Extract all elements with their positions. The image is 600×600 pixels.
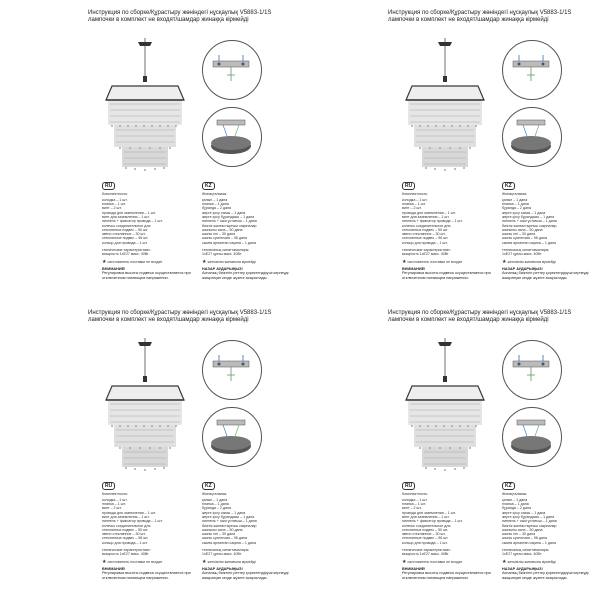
ru-specs <box>102 492 197 565</box>
ru-items-list <box>102 198 197 245</box>
kz-badge: KZ <box>202 182 215 190</box>
kz-heading: Жинақталымы: <box>202 492 228 496</box>
list-item: планка – 1 дана <box>502 502 529 507</box>
list-item: провода для заземления – 1 шт. <box>102 510 156 515</box>
list-item: жерге қосу бұрандасы – 1 дана <box>502 214 555 219</box>
list-item: провода для заземления – 1 шт. <box>102 210 156 215</box>
list-item: планка – 1 шт. <box>102 202 126 207</box>
list-item: шынылы аспа – 50 дана <box>202 527 243 532</box>
list-item: шыны суспензия – 96 дана <box>502 236 547 241</box>
kz-tech-heading: техникалық сипаттамалары: <box>202 548 250 553</box>
list-item: звено стеклянное – 30 шт. <box>102 232 146 237</box>
list-item: кольцо для провода – 1 шт. <box>402 240 448 245</box>
kz-specs <box>502 192 597 265</box>
kz-warning-heading: НАЗАР АУДАРЫҢЫЗ! <box>502 267 543 271</box>
detail-circle-canopy <box>202 407 262 467</box>
star-icon: ★ <box>402 258 407 265</box>
list-item: шыны ілгі – 30 дана <box>502 232 536 237</box>
ru-tech <box>402 548 497 557</box>
instruction-sheet <box>300 300 600 600</box>
list-item: стеклянных подвес – 50 шт. <box>102 527 149 532</box>
ru-badge: RU <box>102 482 115 490</box>
list-item: ниппель + фиксатор провода – 1 шт. <box>402 219 463 224</box>
star-icon: ★ <box>102 558 107 565</box>
list-item: жерге қосу сымы – 1 дана <box>502 210 546 215</box>
ru-tech <box>402 248 497 257</box>
list-item: жерге қосу сымы – 1 дана <box>502 510 546 515</box>
canopy-illustration <box>503 108 561 166</box>
kz-tech-value: 1xE27 қуаты макс. 40Вт <box>202 252 242 257</box>
list-item: кольцо для провода – 1 шт. <box>102 240 148 245</box>
title-line-1: Инструкция по сборке/Құрастыру жөніндегі нұсқаулық V5883-1/1S <box>88 310 272 316</box>
ru-items-list <box>402 498 497 545</box>
kz-specs <box>502 492 597 565</box>
kz-badge: KZ <box>502 482 515 490</box>
list-item: бұранда – 2 дана <box>202 206 232 211</box>
kz-tech <box>502 248 597 257</box>
kz-warning-heading: НАЗАР АУДАРЫҢЫЗ! <box>502 567 543 571</box>
kz-tech-value: 1xE27 қуаты макс. 40Вт <box>502 252 542 257</box>
kz-tech <box>202 248 297 257</box>
title-line-1: Инструкция по сборке/Құрастыру жөніндегі нұсқаулық V5883-1/1S <box>388 310 572 316</box>
kz-warning-text: Аспаның биіктігін реттеу қоректендіруші кернеуді ажыратқан кезде жүзеге асырылады. <box>202 571 289 580</box>
list-item: планка – 1 дана <box>502 202 529 207</box>
canopy-illustration <box>503 408 561 466</box>
ru-note-text: изготовитель поставки не входит <box>407 560 463 564</box>
kz-warning-heading: НАЗАР АУДАРЫҢЫЗ! <box>202 567 243 571</box>
list-item: шынылы аспа – 50 дана <box>202 227 243 232</box>
kz-specs <box>202 492 297 565</box>
list-item: колечко соединительное для <box>402 523 451 528</box>
ru-tech <box>102 548 197 557</box>
kz-note-text: жеткізілім жинағына кірмейді <box>507 560 556 564</box>
list-item: шыны суспензия – 96 дана <box>202 236 247 241</box>
ru-badge: RU <box>402 482 415 490</box>
list-item: шынылы аспа – 50 дана <box>502 527 543 532</box>
ru-note-text: изготовитель поставки не входит <box>107 260 163 264</box>
kz-heading: Жинақталымы: <box>502 492 528 496</box>
kz-items-list <box>502 198 597 245</box>
ru-note-text: изготовитель поставки не входит <box>107 560 163 564</box>
ru-tech <box>102 248 197 257</box>
list-item: стеклянные подвес – 96 шт. <box>102 536 149 541</box>
ru-note-text: изготовитель поставки не входит <box>407 260 463 264</box>
list-item: колодка – 1 шт. <box>102 197 128 202</box>
list-item: колечко соединительное для <box>102 523 151 528</box>
ru-warning-text: Регулировка высоты подвеса осуществляется при отключенном питающем напряжении. <box>102 271 191 280</box>
kz-tech-heading: техникалық сипаттамалары: <box>502 548 550 553</box>
sheet-title <box>388 10 588 24</box>
list-item: ниппель + сым ұстағыш – 1 дана <box>202 519 257 524</box>
kz-note <box>202 560 297 565</box>
kz-tech-value: 1xE27 қуаты макс. 40Вт <box>202 552 242 557</box>
kz-warning-heading: НАЗАР АУДАРЫҢЫЗ! <box>202 267 243 271</box>
detail-circle-mount <box>202 40 262 100</box>
canopy-illustration <box>203 108 261 166</box>
ru-note <box>402 560 497 565</box>
list-item: бұранда – 2 дана <box>202 506 232 511</box>
ru-tech-heading: технические характеристики: <box>102 248 151 253</box>
kz-note <box>502 560 597 565</box>
list-item: стеклянных подвес – 50 шт. <box>402 227 449 232</box>
ru-tech-value: мощность 1xE27 макс. 40Вт <box>402 252 449 257</box>
list-item: винт для заземления – 1 шт. <box>102 514 150 519</box>
ru-specs <box>402 492 497 565</box>
kz-warning <box>502 267 598 280</box>
kz-items-list <box>202 498 297 545</box>
list-item: винт для заземления – 1 шт. <box>102 214 150 219</box>
list-item: колодка – 1 шт. <box>402 197 428 202</box>
sheet-title <box>88 310 288 324</box>
ru-tech-value: мощность 1xE27 макс. 40Вт <box>102 252 149 257</box>
mounting-bracket-illustration <box>503 41 561 99</box>
list-item: жерге қосу бұрандасы – 1 дана <box>202 514 255 519</box>
kz-badge: KZ <box>502 182 515 190</box>
ru-warning-heading: ВНИМАНИЕ! <box>102 567 126 571</box>
ru-note <box>102 560 197 565</box>
list-item: винт для заземления – 1 шт. <box>402 214 450 219</box>
ru-warning <box>402 567 498 580</box>
ru-warning <box>102 567 198 580</box>
star-icon: ★ <box>402 558 407 565</box>
star-icon: ★ <box>502 258 507 265</box>
title-line-2: лампочки в комплект не входят/шамдар жинаққа кірмейді <box>388 317 549 323</box>
kz-note-text: жеткізілім жинағына кірмейді <box>507 260 556 264</box>
kz-warning <box>202 567 298 580</box>
title-line-2: лампочки в комплект не входят/шамдар жинаққа кірмейді <box>388 17 549 23</box>
list-item: стеклянных подвес – 50 шт. <box>102 227 149 232</box>
kz-tech-heading: техникалық сипаттамалары: <box>202 248 250 253</box>
list-item: винт – 2 шт. <box>402 506 422 511</box>
list-item: ниппель + сым ұстағыш – 1 дана <box>502 519 557 524</box>
kz-warning-text: Аспаның биіктігін реттеу қоректендіруші кернеуді ажыратқан кезде жүзеге асырылады. <box>502 571 589 580</box>
list-item: қалып – 1 дана <box>502 197 528 202</box>
title-line-1: Инструкция по сборке/Құрастыру жөніндегі нұсқаулық V5883-1/1S <box>388 10 572 16</box>
star-icon: ★ <box>202 258 207 265</box>
list-item: шынылы аспа – 50 дана <box>502 227 543 232</box>
detail-circle-mount <box>502 340 562 400</box>
kz-warning <box>202 267 298 280</box>
ru-items-list <box>402 198 497 245</box>
kz-note <box>502 260 597 265</box>
ru-warning-text: Регулировка высоты подвеса осуществляется при отключенном питающем напряжении. <box>402 571 491 580</box>
ru-items-list <box>102 498 197 545</box>
ru-warning-heading: ВНИМАНИЕ! <box>102 267 126 271</box>
star-icon: ★ <box>502 558 507 565</box>
chandelier-illustration <box>100 338 190 478</box>
list-item: ниппель + фиксатор провода – 1 шт. <box>102 519 163 524</box>
chandelier-illustration <box>100 38 190 178</box>
mounting-bracket-illustration <box>203 41 261 99</box>
list-item: звено стеклянное – 30 шт. <box>402 532 446 537</box>
detail-circle-canopy <box>502 407 562 467</box>
kz-heading: Жинақталымы: <box>202 192 228 196</box>
title-line-2: лампочки в комплект не входят/шамдар жинаққа кірмейді <box>88 317 249 323</box>
list-item: шыны ілгі – 30 дана <box>502 532 536 537</box>
list-item: колечко соединительное для <box>102 223 151 228</box>
title-line-2: лампочки в комплект не входят/шамдар жинаққа кірмейді <box>88 17 249 23</box>
list-item: винт – 2 шт. <box>102 206 122 211</box>
list-item: колодка – 1 шт. <box>102 497 128 502</box>
list-item: қалып – 1 дана <box>202 197 228 202</box>
chandelier-illustration <box>400 338 490 478</box>
list-item: планка – 1 шт. <box>102 502 126 507</box>
ru-warning-heading: ВНИМАНИЕ! <box>402 267 426 271</box>
list-item: қалып – 1 дана <box>202 497 228 502</box>
kz-heading: Жинақталымы: <box>502 192 528 196</box>
sheet-title <box>88 10 288 24</box>
list-item: шыны ілгі – 30 дана <box>202 532 236 537</box>
list-item: биіктік жалғастырғыш сақиналар <box>202 523 257 528</box>
list-item: колодка – 1 шт. <box>402 497 428 502</box>
ru-specs <box>402 192 497 265</box>
list-item: биіктік жалғастырғыш сақиналар <box>202 223 257 228</box>
mounting-bracket-illustration <box>203 341 261 399</box>
list-item: провода для заземления – 1 шт. <box>402 210 456 215</box>
ru-heading: Комплектность: <box>102 192 129 196</box>
instruction-sheet <box>0 300 300 600</box>
list-item: стеклянные подвес – 96 шт. <box>402 236 449 241</box>
ru-warning-heading: ВНИМАНИЕ! <box>402 567 426 571</box>
list-item: винт для заземления – 1 шт. <box>402 514 450 519</box>
kz-badge: KZ <box>202 482 215 490</box>
list-item: жерге қосу сымы – 1 дана <box>202 210 246 215</box>
ru-badge: RU <box>102 182 115 190</box>
list-item: жерге қосу сымы – 1 дана <box>202 510 246 515</box>
kz-note <box>202 260 297 265</box>
kz-tech <box>202 548 297 557</box>
kz-tech <box>502 548 597 557</box>
chandelier-illustration <box>400 38 490 178</box>
mounting-bracket-illustration <box>503 341 561 399</box>
canopy-illustration <box>203 408 261 466</box>
kz-tech-heading: техникалық сипаттамалары: <box>502 248 550 253</box>
ru-note <box>102 260 197 265</box>
detail-circle-mount <box>502 40 562 100</box>
list-item: сымға арналған сақина – 1 дана <box>202 240 256 245</box>
list-item: бұранда – 2 дана <box>502 206 532 211</box>
list-item: стеклянные подвес – 96 шт. <box>402 536 449 541</box>
kz-note-text: жеткізілім жинағына кірмейді <box>207 560 256 564</box>
list-item: кольцо для провода – 1 шт. <box>402 540 448 545</box>
list-item: колечко соединительное для <box>402 223 451 228</box>
ru-note <box>402 260 497 265</box>
list-item: жерге қосу бұрандасы – 1 дана <box>502 514 555 519</box>
ru-tech-heading: технические характеристики: <box>102 548 151 553</box>
kz-warning <box>502 567 598 580</box>
kz-warning-text: Аспаның биіктігін реттеу қоректендіруші кернеуді ажыратқан кезде жүзеге асырылады. <box>502 271 589 280</box>
list-item: винт – 2 шт. <box>102 506 122 511</box>
list-item: шыны ілгі – 30 дана <box>202 232 236 237</box>
list-item: сымға арналған сақина – 1 дана <box>202 540 256 545</box>
list-item: шыны суспензия – 96 дана <box>502 536 547 541</box>
list-item: стеклянные подвес – 96 шт. <box>102 236 149 241</box>
ru-warning-text: Регулировка высоты подвеса осуществляется при отключенном питающем напряжении. <box>402 271 491 280</box>
detail-circle-canopy <box>202 107 262 167</box>
star-icon: ★ <box>202 558 207 565</box>
list-item: биіктік жалғастырғыш сақиналар <box>502 223 557 228</box>
list-item: планка – 1 шт. <box>402 202 426 207</box>
list-item: кольцо для провода – 1 шт. <box>102 540 148 545</box>
ru-heading: Комплектность: <box>402 492 429 496</box>
ru-tech-heading: технические характеристики: <box>402 248 451 253</box>
list-item: ниппель + сым ұстағыш – 1 дана <box>202 219 257 224</box>
kz-items-list <box>202 198 297 245</box>
list-item: сымға арналған сақина – 1 дана <box>502 240 556 245</box>
instruction-sheet <box>300 0 600 300</box>
kz-tech-value: 1xE27 қуаты макс. 40Вт <box>502 552 542 557</box>
list-item: жерге қосу бұрандасы – 1 дана <box>202 214 255 219</box>
instruction-sheet <box>0 0 300 300</box>
list-item: планка – 1 дана <box>202 202 229 207</box>
list-item: қалып – 1 дана <box>502 497 528 502</box>
ru-warning <box>402 267 498 280</box>
ru-warning-text: Регулировка высоты подвеса осуществляется при отключенном питающем напряжении. <box>102 571 191 580</box>
star-icon: ★ <box>102 258 107 265</box>
ru-badge: RU <box>402 182 415 190</box>
ru-heading: Комплектность: <box>102 492 129 496</box>
kz-specs <box>202 192 297 265</box>
list-item: звено стеклянное – 30 шт. <box>102 532 146 537</box>
list-item: провода для заземления – 1 шт. <box>402 510 456 515</box>
list-item: ниппель + фиксатор провода – 1 шт. <box>402 519 463 524</box>
list-item: бұранда – 2 дана <box>502 506 532 511</box>
ru-heading: Комплектность: <box>402 192 429 196</box>
list-item: ниппель + фиксатор провода – 1 шт. <box>102 219 163 224</box>
ru-specs <box>102 192 197 265</box>
kz-warning-text: Аспаның биіктігін реттеу қоректендіруші кернеуді ажыратқан кезде жүзеге асырылады. <box>202 271 289 280</box>
ru-tech-value: мощность 1xE27 макс. 40Вт <box>102 552 149 557</box>
list-item: звено стеклянное – 30 шт. <box>402 232 446 237</box>
ru-warning <box>102 267 198 280</box>
kz-note-text: жеткізілім жинағына кірмейді <box>207 260 256 264</box>
list-item: шыны суспензия – 96 дана <box>202 536 247 541</box>
list-item: стеклянных подвес – 50 шт. <box>402 527 449 532</box>
list-item: сымға арналған сақина – 1 дана <box>502 540 556 545</box>
list-item: планка – 1 дана <box>202 502 229 507</box>
ru-tech-heading: технические характеристики: <box>402 548 451 553</box>
list-item: винт – 2 шт. <box>402 206 422 211</box>
detail-circle-mount <box>202 340 262 400</box>
list-item: ниппель + сым ұстағыш – 1 дана <box>502 219 557 224</box>
kz-items-list <box>502 498 597 545</box>
title-line-1: Инструкция по сборке/Құрастыру жөніндегі нұсқаулық V5883-1/1S <box>88 10 272 16</box>
list-item: планка – 1 шт. <box>402 502 426 507</box>
sheet-title <box>388 310 588 324</box>
ru-tech-value: мощность 1xE27 макс. 40Вт <box>402 552 449 557</box>
detail-circle-canopy <box>502 107 562 167</box>
list-item: биіктік жалғастырғыш сақиналар <box>502 523 557 528</box>
